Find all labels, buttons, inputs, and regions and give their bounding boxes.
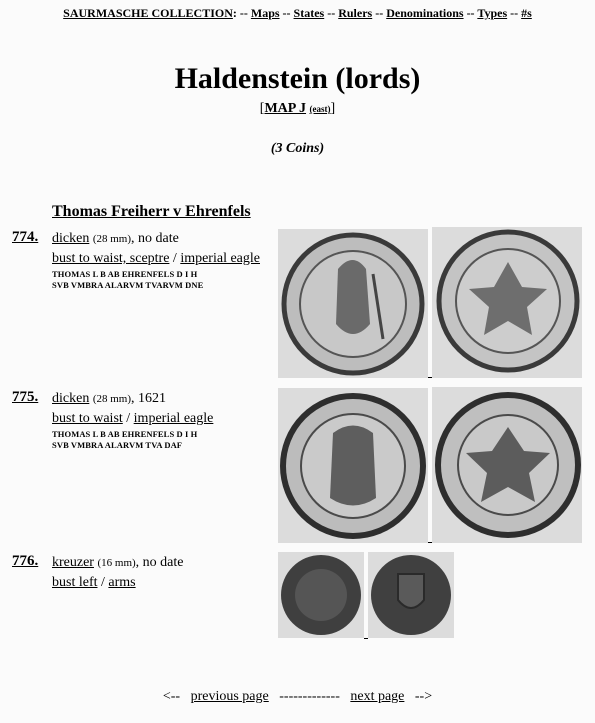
- reverse-legend: SVB VMBRA ALARVM TVARVM DNE: [52, 280, 204, 290]
- nav-separator: --: [279, 6, 294, 20]
- coin-774-reverse-photo[interactable]: [432, 227, 582, 378]
- obverse-type-link[interactable]: bust to waist, sceptre: [52, 251, 170, 266]
- slash: /: [169, 251, 181, 266]
- coin-size: (28 mm): [92, 233, 132, 245]
- coin-count: (3 Coins): [270, 141, 325, 156]
- page-title: Haldenstein (lords): [174, 62, 421, 95]
- bracket-close: ]: [330, 101, 336, 116]
- reverse-type-link[interactable]: imperial eagle: [133, 411, 214, 426]
- obverse-legend: THOMAS L B AB EHRENFELS D I H: [52, 269, 198, 279]
- previous-page-link[interactable]: previous page: [190, 689, 269, 704]
- map-link[interactable]: MAP J: [264, 101, 307, 116]
- nav-separator: : --: [232, 6, 251, 20]
- reverse-legend: SVB VMBRA ALARVM TVA DAF: [52, 440, 183, 450]
- nav-separator: --: [507, 6, 522, 20]
- obverse-type-link[interactable]: bust to waist: [52, 411, 123, 426]
- coin-775-obverse-photo[interactable]: [278, 388, 428, 543]
- map-east-link[interactable]: (east): [309, 104, 331, 114]
- coin-size: (28 mm): [92, 393, 132, 405]
- coin-774-obverse-photo[interactable]: [278, 229, 428, 378]
- reverse-type-link[interactable]: imperial eagle: [180, 251, 260, 266]
- next-page-link[interactable]: next page: [350, 689, 405, 704]
- denomination-link[interactable]: kreuzer: [52, 555, 94, 570]
- slash: /: [122, 411, 134, 426]
- nav-separator: --: [463, 6, 478, 20]
- bracket-open: [: [259, 101, 265, 116]
- coin-description: [52, 229, 277, 291]
- obverse-type-link[interactable]: bust left: [52, 575, 98, 590]
- coin-description: [52, 553, 277, 593]
- prev-arrow: <--: [162, 689, 191, 704]
- nav-link-rulers[interactable]: Rulers: [338, 6, 373, 20]
- denomination-link[interactable]: dicken: [52, 391, 90, 406]
- coin-size: (16 mm): [97, 557, 136, 569]
- image-link-marker[interactable]: [364, 638, 368, 639]
- coin-number-link[interactable]: 776.: [12, 553, 39, 569]
- nav-link-types[interactable]: Types: [477, 6, 508, 20]
- obverse-legend: THOMAS L B AB EHRENFELS D I H: [52, 429, 198, 439]
- pager: [0, 689, 595, 705]
- pager-divider: -------------: [268, 689, 351, 704]
- next-arrow: -->: [404, 689, 433, 704]
- nav-separator: --: [324, 6, 339, 20]
- denomination-link[interactable]: dicken: [52, 231, 90, 246]
- nav-link-denominations[interactable]: Denominations: [386, 6, 464, 20]
- slash: /: [97, 575, 109, 590]
- reverse-type-link[interactable]: arms: [108, 575, 136, 590]
- map-line: [0, 101, 595, 117]
- ruler-heading-link[interactable]: Thomas Freiherr v Ehrenfels: [52, 203, 251, 220]
- nav-link-states[interactable]: States: [293, 6, 325, 20]
- nav-link-maps[interactable]: Maps: [250, 6, 280, 20]
- nav-separator: --: [372, 6, 387, 20]
- collection-link[interactable]: SAURMASCHE COLLECTION: [63, 6, 233, 20]
- nav-link-numbers[interactable]: #s: [521, 6, 532, 20]
- coin-number-link[interactable]: 775.: [12, 389, 39, 405]
- coin-775-reverse-photo[interactable]: [432, 387, 582, 543]
- coin-776-reverse-photo[interactable]: [368, 552, 454, 638]
- coin-776-obverse-photo[interactable]: [278, 552, 364, 638]
- top-nav: [0, 6, 595, 21]
- coin-date: , 1621: [131, 391, 167, 406]
- coin-date: , no date: [131, 231, 179, 246]
- coin-date: , no date: [135, 555, 184, 570]
- coin-description: [52, 389, 277, 451]
- coin-number-link[interactable]: 774.: [12, 229, 39, 245]
